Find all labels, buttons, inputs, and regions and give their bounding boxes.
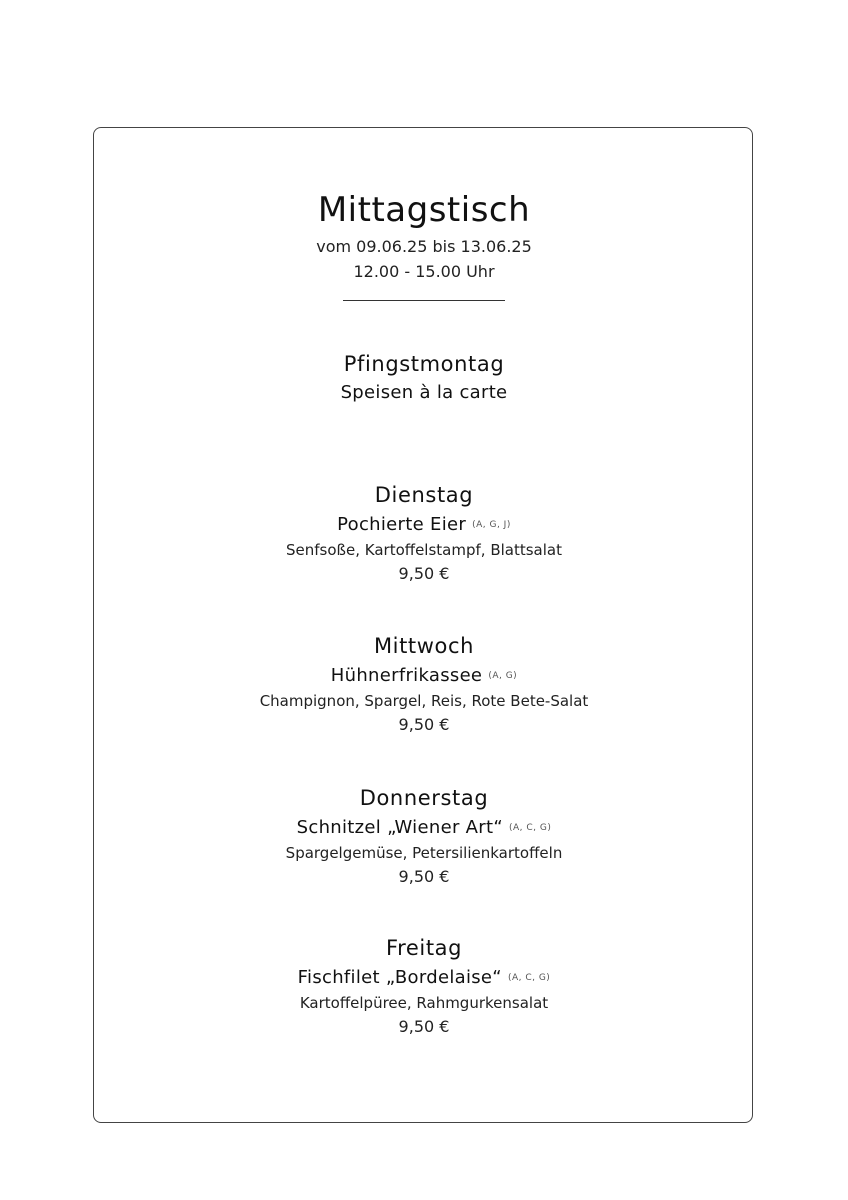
title-divider: [343, 300, 505, 301]
dish-price: 9,50 €: [398, 1017, 450, 1036]
dish-title: Pochierte Eier: [337, 514, 467, 535]
allergen-codes: (A, C, G): [507, 973, 551, 983]
time-range: 12.00 - 15.00 Uhr: [353, 262, 495, 281]
allergen-codes: (A, G, J): [472, 520, 511, 530]
dish-sides: Champignon, Spargel, Reis, Rote Bete-Salat: [259, 692, 589, 710]
dish-sides: Senfsoße, Kartoffelstampf, Blattsalat: [286, 541, 562, 559]
dish-price: 9,50 €: [398, 715, 450, 734]
dish-name: [0, 665, 848, 686]
allergen-codes: (A, G): [488, 671, 518, 681]
dish-title: Fischfilet „Bordelaise“: [297, 967, 502, 988]
day-heading-dienstag: Dienstag: [374, 483, 474, 507]
page-title: Mittagstisch: [317, 190, 531, 230]
dish-price: 9,50 €: [398, 564, 450, 583]
day-heading-pfingstmontag: Pfingstmontag: [343, 352, 505, 376]
day-heading-mittwoch: Mittwoch: [373, 634, 475, 658]
dish-name: [0, 514, 848, 535]
day-heading-freitag: Freitag: [385, 936, 463, 960]
dish-sides: Spargelgemüse, Petersilienkartoffeln: [285, 844, 563, 862]
dish-name: [0, 817, 848, 838]
dish-price: 9,50 €: [398, 867, 450, 886]
dish-sides: Kartoffelpüree, Rahmgurkensalat: [299, 994, 549, 1012]
allergen-codes: (A, C, G): [508, 823, 552, 833]
dish-name: [0, 967, 848, 988]
dish-title: Hühnerfrikassee: [330, 665, 483, 686]
day-heading-donnerstag: Donnerstag: [359, 786, 489, 810]
date-range: vom 09.06.25 bis 13.06.25: [316, 237, 532, 256]
dish-title: Schnitzel „Wiener Art“: [296, 817, 503, 838]
holiday-note: Speisen à la carte: [340, 382, 508, 403]
